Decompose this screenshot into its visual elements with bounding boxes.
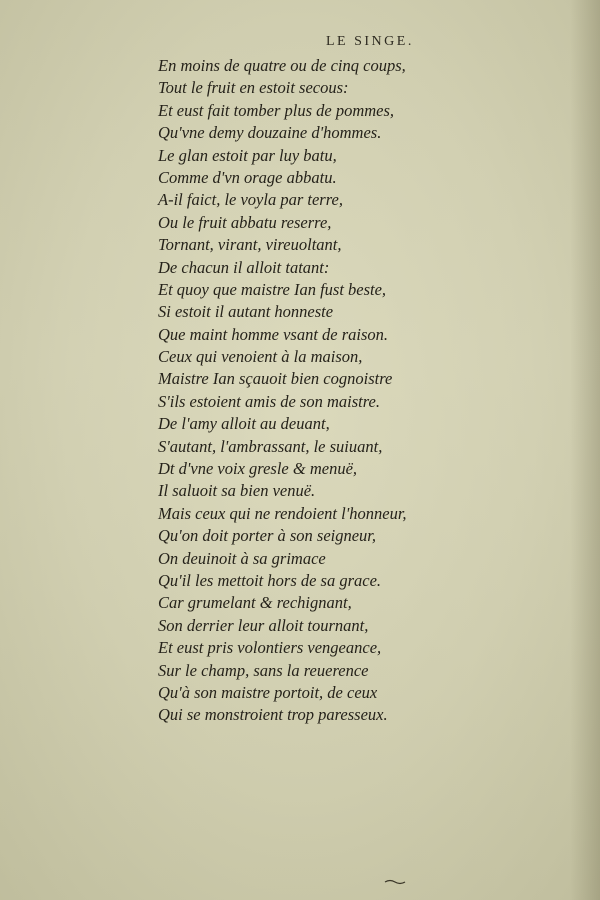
verse-line: A-il faict, le voyla par terre, <box>158 190 343 210</box>
verse-line: Ou le fruit abbatu reserre, <box>158 212 332 232</box>
verse-line: Qu'à son maistre portoit, de ceux <box>158 682 378 702</box>
verse-line: Qu'vne demy douzaine d'hommes. <box>158 123 382 143</box>
verse-line: S'ils estoient amis de son maistre. <box>158 391 380 411</box>
running-head: LE SINGE. <box>326 34 414 49</box>
verse-line: Dt d'vne voix gresle & menuë, <box>158 459 358 479</box>
verse-line: En moins de quatre ou de cinq coups, <box>158 56 406 75</box>
verse-line: Mais ceux qui ne rendoient l'honneur, <box>158 503 407 523</box>
verse-line: Que maint homme vsant de raison. <box>158 324 389 344</box>
verse-line: Si estoit il autant honneste <box>158 302 334 322</box>
verse-line: Et eust fait tomber plus de pommes, <box>158 100 395 120</box>
verse-line: Tout le fruit en estoit secous: <box>158 78 349 98</box>
verse-line: Et eust pris volontiers vengeance, <box>158 638 382 658</box>
verse-line: Qu'il les mettoit hors de sa grace. <box>158 570 382 590</box>
verse-line: Maistre Ian sçauoit bien cognoistre <box>158 369 393 389</box>
verse-line: S'autant, l'ambrassant, le suiuant, <box>158 436 383 456</box>
printer-mark-icon <box>384 878 406 886</box>
verse-line: Qui se monstroient trop paresseux. <box>158 705 388 725</box>
verse-line: Il saluoit sa bien venuë. <box>158 481 316 501</box>
verse-line: De chacun il alloit tatant: <box>158 257 330 277</box>
verse-line: On deuinoit à sa grimace <box>158 548 326 568</box>
verse-line: De l'amy alloit au deuant, <box>158 414 330 434</box>
verse-line: Son derrier leur alloit tournant, <box>158 615 369 635</box>
verse-line: Comme d'vn orage abbatu. <box>158 167 337 187</box>
verse-line: Le glan estoit par luy batu, <box>158 145 337 165</box>
verse-block <box>158 55 588 727</box>
verse-line: Car grumelant & rechignant, <box>158 593 352 613</box>
verse-line: Sur le champ, sans la reuerence <box>158 660 369 680</box>
verse-line: Qu'on doit porter à son seigneur, <box>158 526 377 546</box>
verse-line: Ceux qui venoient à la maison, <box>158 347 363 367</box>
verse-line: Tornant, virant, vireuoltant, <box>158 235 342 255</box>
verse-line: Et quoy que maistre Ian fust beste, <box>158 279 387 299</box>
